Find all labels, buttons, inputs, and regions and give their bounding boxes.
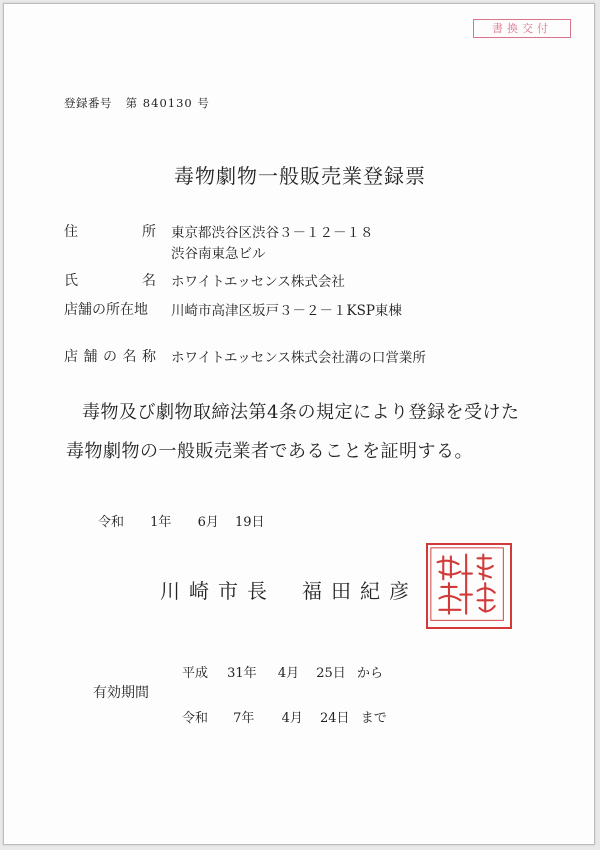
seal-graphic — [428, 545, 510, 627]
validity-to: 令和 7年 4月 24日 まで — [182, 711, 387, 726]
document-title: 毒物劇物一般販売業登録票 — [174, 164, 426, 188]
store-location: 川崎市高津区坂戸３－２－１KSP東棟 — [171, 303, 402, 319]
registration-label: 登録番号 — [64, 96, 112, 110]
company-name: ホワイトエッセンス株式会社 — [171, 274, 345, 290]
issuer-title: 川崎市長 — [160, 579, 276, 603]
address-line1: 東京都渋谷区渋谷３－１２－１８ — [171, 225, 374, 241]
issuer-name: 福田紀彦 — [302, 579, 418, 603]
statement-line2: 毒物劇物の一般販売業者であることを証明する。 — [66, 441, 473, 462]
official-seal — [426, 543, 512, 629]
store-name-label: 店 舗 の 名 称 — [64, 349, 156, 365]
statement-line1: 毒物及び劇物取締法第4条の規定により登録を受けた — [82, 402, 520, 423]
registration-line — [64, 95, 210, 111]
address-line2: 渋谷南東急ビル — [171, 246, 266, 262]
store-name: ホワイトエッセンス株式会社溝の口営業所 — [171, 350, 426, 366]
reissue-stamp: 書換交付 — [473, 19, 571, 38]
issuer-line — [160, 575, 418, 604]
validity-from: 平成 31年 4月 25日 から — [182, 666, 383, 681]
issue-date: 令和 1年 6月 19日 — [98, 515, 265, 530]
store-location-label: 店舗の所在地 — [64, 302, 148, 318]
registration-number: 第 840130 号 — [125, 96, 210, 110]
name-label: 氏 名 — [64, 273, 156, 289]
address-label: 住 所 — [64, 224, 156, 240]
validity-label: 有効期間 — [93, 685, 149, 701]
